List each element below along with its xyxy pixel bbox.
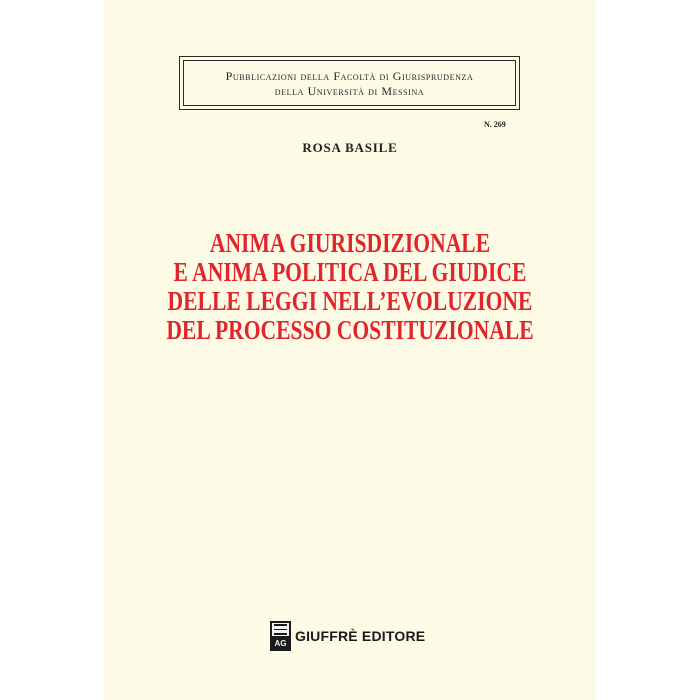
book-cover <box>104 0 596 700</box>
series-box <box>179 56 520 110</box>
publisher-name: GIUFFRÈ EDITORE <box>295 628 426 644</box>
title-line: DEL PROCESSO COSTITUZIONALE <box>166 315 534 345</box>
publisher <box>270 621 440 651</box>
author-name: ROSA BASILE <box>302 140 398 155</box>
publisher-logo-icon <box>270 621 291 651</box>
logo-stripes <box>272 623 289 636</box>
title-line: ANIMA GIURISDIZIONALE <box>209 228 491 258</box>
series-line-2: della Università di Messina <box>274 84 425 98</box>
book-title <box>153 229 547 345</box>
title-line: E ANIMA POLITICA DEL GIUDICE <box>173 257 527 287</box>
logo-letters: AG <box>274 639 287 648</box>
series-number: N. 269 <box>484 120 506 129</box>
series-line-1: Pubblicazioni della Facoltà di Giurisprudenza <box>225 69 474 83</box>
title-line: DELLE LEGGI NELL’EVOLUZIONE <box>167 286 533 316</box>
